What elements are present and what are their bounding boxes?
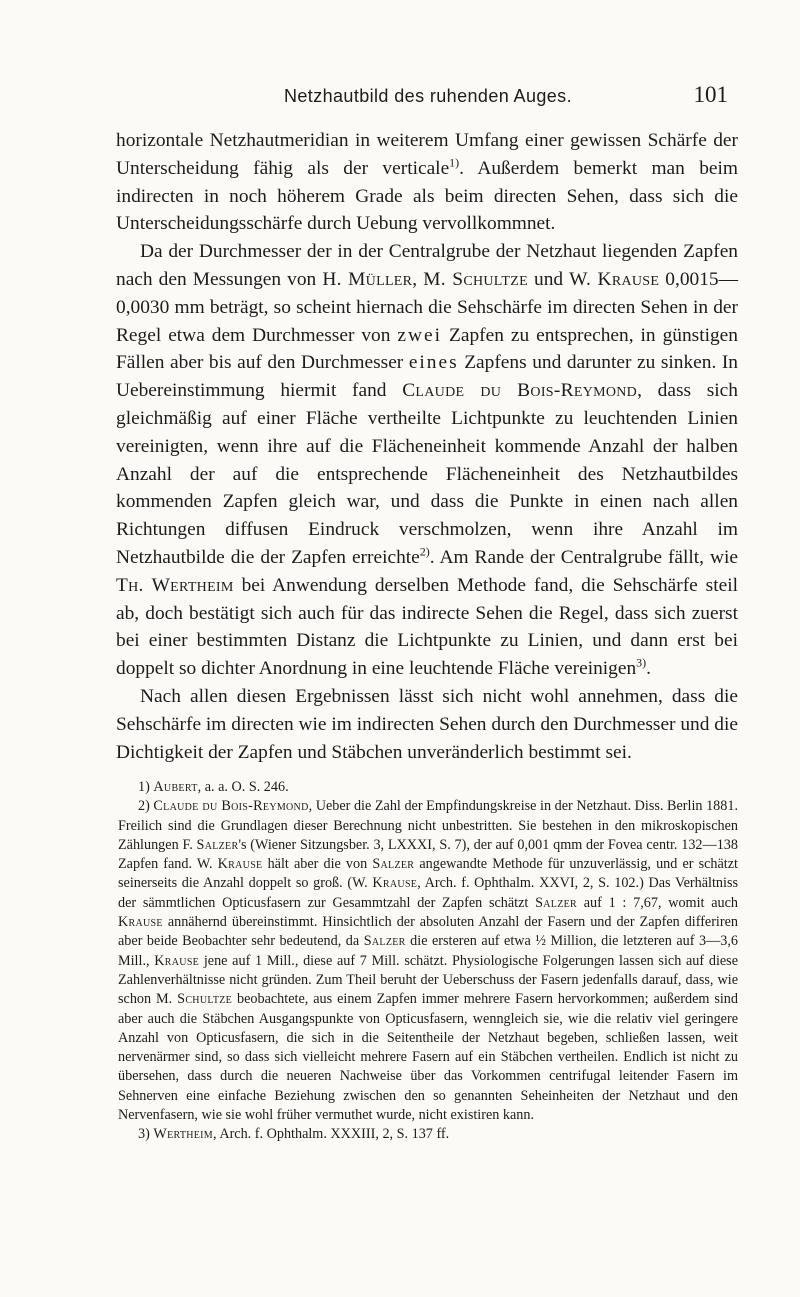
author-name: Krause	[217, 856, 263, 873]
text-run: die ersteren auf etwa ½ Million, die letzteren auf 3—3,6 Mill.,	[118, 933, 738, 969]
text-run: annähernd übereinstimmt. Hinsichtlich der absoluten Anzahl der Fasern und der Zapfen differiren aber beide Beobachter sehr bedeutend, da	[118, 914, 738, 950]
author-name: W. Krause	[569, 268, 660, 290]
footnote-ref-2: 2)	[419, 544, 430, 559]
author-name: H. Müller	[322, 268, 413, 290]
paragraph-3: Nach allen diesen Ergebnissen lässt sich nicht wohl annehmen, dass die Sehschärfe im directen wie im indirecten Sehen durch den Durchmesser und die Dichtigkeit der Zapfen und Stäbchen unveränderlich bestimmt sei.	[116, 685, 738, 763]
text-run: , dass sich gleichmäßig auf einer Fläche vertheilte Lichtpunkte zu leuchtenden Linien vereinigten, wenn ihre auf die Flächeneinheit kommende Anzahl der halben Anzahl der auf die entsprechende Flächeneinheit des Netzhautbildes kommenden Zapfen gleich war, und dass die Punkte in einen nach allen Richtungen diffusen Eindruck verschmolzen, wenn ihre Anzahl im Netzhautbilde die der Zapfen erreichte	[116, 380, 738, 568]
author-name: Krause	[372, 875, 418, 892]
author-name: Salzer	[535, 894, 578, 911]
text-run: beobachtete, aus einem Zapfen immer mehrere Fasern hervorkommen; außerdem sind aber auch die Stäbchen Ausgangspunkte von Opticusfasern, wenngleich sie, wie die relativ viel geringere Anzahl von Opticusfasern, die sich in die Seitentheile der Netzhaut begeben, schließen lassen, weit nervenärmer sind, so dass sich vielleicht mehrere Fasern auf ein Stäbchen vertheilen. Endlich ist nicht zu übersehen, dass durch die neueren Nachweise über das Vorkommen centrifugal leitender Fasern im Sehnerven eine einfache Beziehung zwischen den so genannten Seheinheiten der Netzhaut und den Nervenfasern, wie sie wohl früher vermuthet wurde, nicht existiren kann.	[118, 991, 738, 1124]
text-run: ,	[412, 268, 424, 290]
text-run: , Ueber die Zahl der Empfindungskreise in der Netzhaut. Diss. Berlin 1881. Freilich sind die Grundlagen dieser Berechnung nicht unbestritten. Sie bestehen in den mikroskopischen Zählungen F.	[118, 798, 739, 853]
footnote-ref-3: 3)	[636, 655, 647, 670]
author-name: Th. Wertheim	[116, 574, 234, 596]
author-name: M. Schultze	[423, 268, 528, 290]
author-name: Salzer	[196, 836, 239, 853]
text-run: bei Anwendung derselben Methode fand, die Sehschärfe steil ab, doch bestätigt sich auch für das indirecte Sehen die Regel, dass sich zuerst bei einer bestimmten Distanz die Lichtpunkte zu Linien, und dann erst bei doppelt so dichter Anordnung in eine leuchtende Fläche vereinigen	[116, 574, 739, 680]
author-name: Salzer	[363, 933, 406, 950]
text-run: Zapfens und darunter zu sinken. In Uebereinstimmung hiermit fand	[116, 352, 739, 402]
text-run: 's (Wiener Sitzungsber. 3, LXXXI, S. 7), der auf 0,001 qmm der Fovea centr. 132—138 Zapfen fand. W.	[118, 836, 738, 873]
text-run: angewandte Methode für unzuverlässig, und er schätzt seinerseits die Anzahl doppelt so groß. (W.	[118, 856, 738, 892]
footnote-ref-1: 1)	[449, 155, 460, 170]
emphasized-word: eines	[408, 352, 459, 374]
text-run: jene auf 1 Mill., diese auf 7 Mill. schätzt. Physiologische Folgerungen lassen sich auf diese Zahlenverhältnisse nicht gründen. Zum Theil beruht der Ueberschuss der Fasern jedenfalls darauf, dass, wie schon M.	[118, 952, 738, 1008]
footnote-number: 3)	[138, 1126, 150, 1143]
text-run: 0,0015—0,0030 mm beträgt, so scheint hiernach die Sehschärfe im directen Sehen in der Regel etwa dem Durchmesser von	[116, 268, 739, 346]
page-number: 101	[693, 82, 728, 107]
author-name: Krause	[154, 952, 200, 969]
footnote-number: 2)	[138, 798, 150, 815]
author-name: Aubert	[153, 779, 198, 795]
author-name: Krause	[118, 914, 163, 931]
footnote-3	[118, 1125, 738, 1144]
footnotes	[118, 778, 738, 1145]
footnote-number: 1)	[138, 779, 150, 795]
text-run: hält aber die von	[262, 856, 373, 873]
text-run: , Arch. f. Ophthalm. XXVI, 2, S. 102.) Das Verhältniss der sämmtlichen Opticusfasern zur Gesammtzahl der Zapfen schätzt	[118, 875, 738, 911]
text-run: .	[646, 658, 652, 680]
text-run: horizontale Netzhautmeridian in weiterem Umfang einer gewissen Schärfe der Unterscheidung fähig als der verticale	[116, 130, 738, 179]
page-header	[128, 82, 728, 110]
text-run: . Außerdem bemerkt man beim indirecten in noch höherem Grade als beim directen Sehen, dass sich die Unterscheidungsschärfe durch Uebung vervollkommnet.	[116, 157, 738, 235]
author-name: Salzer	[372, 856, 415, 873]
paragraph-1	[116, 127, 738, 238]
text-run: auf 1 : 7,67, womit auch	[577, 894, 738, 911]
text-run: , Arch. f. Ophthalm. XXXIII, 2, S. 137 ff.	[213, 1126, 450, 1143]
author-name: Schultze	[177, 991, 233, 1008]
main-text	[116, 127, 738, 766]
author-name: Claude du Bois-Reymond	[402, 380, 638, 402]
author-name: Wertheim	[153, 1126, 214, 1143]
footnote-2	[118, 797, 738, 1125]
paragraph-2	[116, 238, 738, 683]
running-title: Netzhautbild des ruhenden Auges.	[283, 86, 572, 106]
footnote-1	[118, 778, 738, 797]
text-run: und	[527, 268, 570, 290]
text-run: . Am Rande der Centralgrube fällt, wie	[429, 546, 738, 568]
emphasized-word: zwei	[397, 324, 443, 346]
text-run: Zapfen zu entsprechen, in günstigen Fällen aber bis auf den Durchmesser	[116, 324, 738, 374]
author-name: Claude du Bois-Reymond	[153, 798, 309, 815]
text-run: , a. a. O. S. 246.	[197, 779, 289, 795]
text-run: Da der Durchmesser der in der Centralgrube der Netzhaut liegenden Zapfen nach den Messungen von	[116, 241, 738, 290]
